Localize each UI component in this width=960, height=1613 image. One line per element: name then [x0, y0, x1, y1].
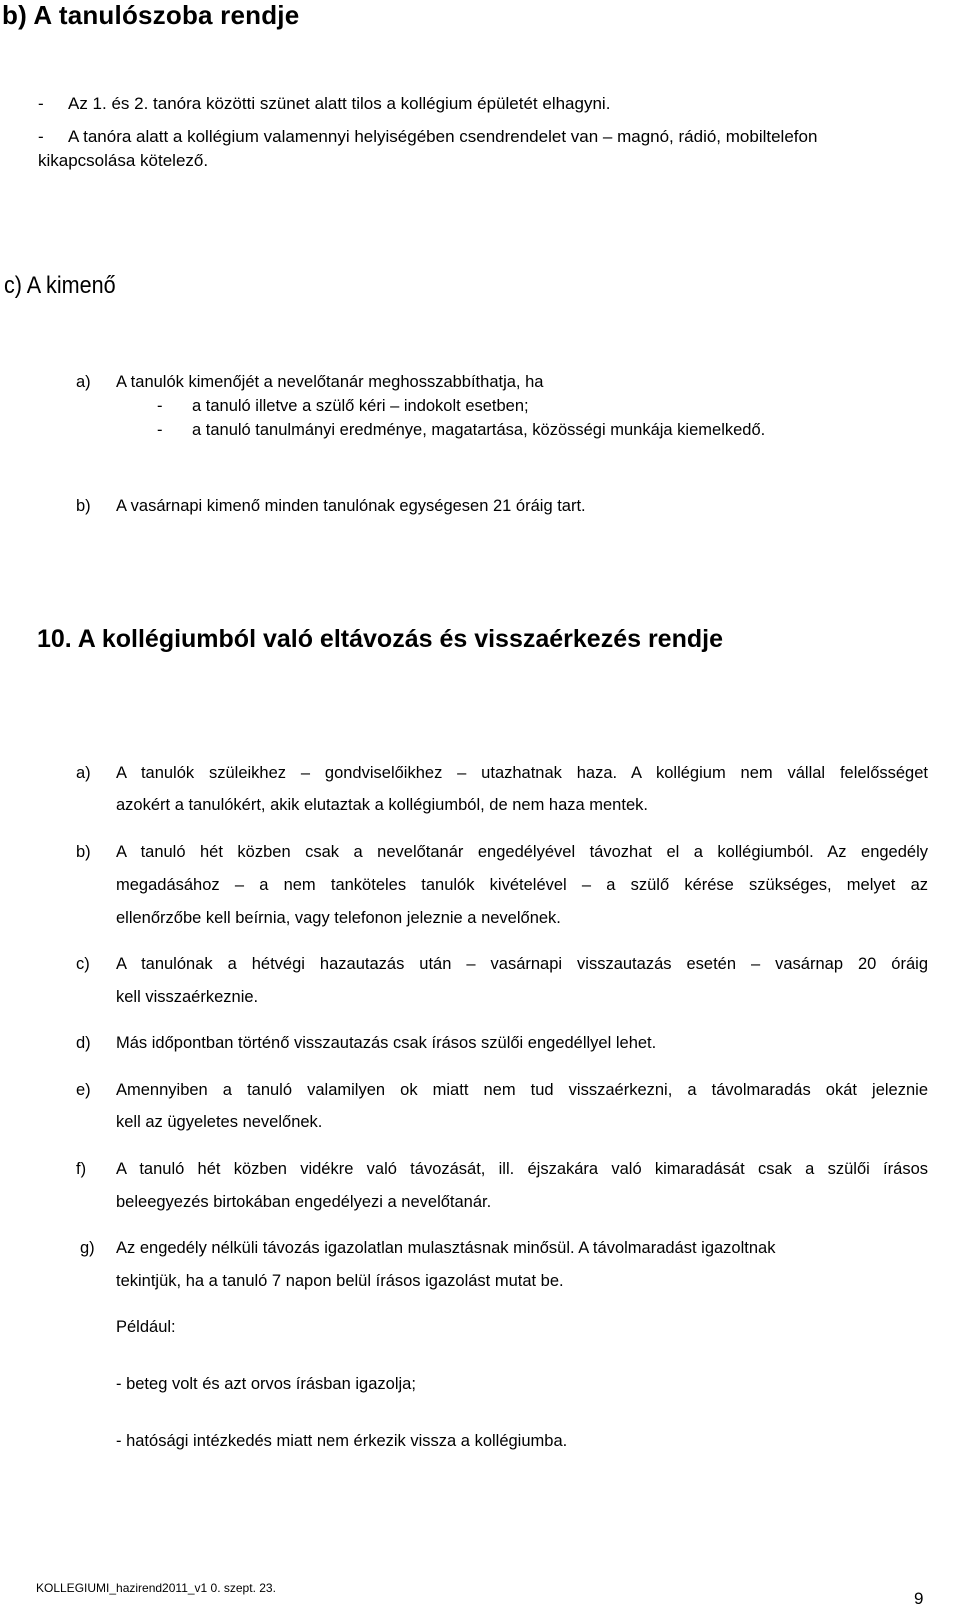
- section-10-item-e-line-2: kell az ügyeletes nevelőnek.: [116, 1113, 323, 1131]
- section-10-heading: 10. A kollégiumból való eltávozás és visszaérkezés rendje: [37, 625, 723, 653]
- section-10-item-a-line-2: azokért a tanulókért, akik elutaztak a kollégiumból, de nem haza mentek.: [116, 796, 648, 814]
- section-10-item-b-line-2: megadásához – a nem tanköteles tanulók kivételével – a szülő kérése szükséges, melyet az: [116, 876, 928, 894]
- section-10-item-c-line-1: A tanulónak a hétvégi hazautazás után – vasárnapi visszautazás esetén – vasárnap 20 óráig: [116, 955, 928, 973]
- section-c-item-b-text: A vasárnapi kimenő minden tanulónak egységesen 21 óráig tart.: [116, 497, 586, 515]
- section-b-item-2-line-1: A tanóra alatt a kollégium valamennyi helyiségében csendrendelet van – magnó, rádió, mobiltelefon: [68, 127, 818, 146]
- section-c-item-b-label: b): [76, 497, 91, 515]
- section-c-sub-item-2: a tanuló tanulmányi eredménye, magatartása, közösségi munkája kiemelkedő.: [192, 421, 766, 439]
- section-10-item-e-label: e): [76, 1081, 91, 1099]
- section-10-item-d-label: d): [76, 1034, 91, 1052]
- section-b-bullet-1: -: [38, 94, 44, 113]
- section-10-item-c-line-2: kell visszaérkeznie.: [116, 988, 259, 1006]
- section-b-item-2-line-2: kikapcsolása kötelező.: [38, 151, 209, 170]
- section-10-item-g-label: g): [80, 1239, 95, 1257]
- section-10-item-b-line-1: A tanuló hét közben csak a nevelőtanár engedélyével távozhat el a kollégiumból. Az engedély: [116, 843, 928, 861]
- section-10-item-b-line-3: ellenőrzőbe kell beírnia, vagy telefonon jeleznie a nevelőnek.: [116, 909, 561, 927]
- section-b-heading: b) A tanulószoba rendje: [2, 0, 300, 30]
- section-10-item-g-line-1: Az engedély nélküli távozás igazolatlan mulasztásnak minősül. A távolmaradást igazoltnak: [116, 1239, 776, 1257]
- section-10-item-a-label: a): [76, 764, 91, 782]
- section-b-bullet-2: -: [38, 127, 44, 146]
- example-item-1: - beteg volt és azt orvos írásban igazolja;: [116, 1375, 416, 1393]
- section-c-sub-item-1: a tanuló illetve a szülő kéri – indokolt esetben;: [192, 397, 529, 415]
- section-c-sub-bullet-1: -: [157, 397, 163, 415]
- section-c-item-a-label: a): [76, 373, 91, 391]
- section-c-heading: c) A kimenő: [4, 272, 116, 299]
- section-10-item-f-label: f): [76, 1160, 87, 1178]
- footer-filename: KOLLEGIUMI_hazirend2011_v1 0. szept. 23.: [36, 1581, 276, 1595]
- example-label: Például:: [116, 1318, 176, 1336]
- section-10-item-a-line-1: A tanulók szüleikhez – gondviselőikhez – utazhatnak haza. A kollégium nem vállal felelősséget: [116, 764, 928, 782]
- section-c-sub-bullet-2: -: [157, 421, 163, 439]
- section-10-item-f-line-1: A tanuló hét közben vidékre való távozását, ill. éjszakára való kimaradását csak a szülői írásos: [116, 1160, 928, 1178]
- section-c-item-a-text: A tanulók kimenőjét a nevelőtanár meghosszabbíthatja, ha: [116, 373, 544, 391]
- footer-page-number: 9: [914, 1589, 924, 1608]
- section-10-item-f-line-2: beleegyezés birtokában engedélyezi a nevelőtanár.: [116, 1193, 492, 1211]
- section-10-item-g-line-2: tekintjük, ha a tanuló 7 napon belül írásos igazolást mutat be.: [116, 1272, 564, 1290]
- example-item-2: - hatósági intézkedés miatt nem érkezik vissza a kollégiumba.: [116, 1432, 568, 1450]
- section-b-item-1: Az 1. és 2. tanóra közötti szünet alatt tilos a kollégium épületét elhagyni.: [68, 94, 611, 113]
- section-10-item-b-label: b): [76, 843, 91, 861]
- section-10-item-e-line-1: Amennyiben a tanuló valamilyen ok miatt nem tud visszaérkezni, a távolmaradás okát jeleznie: [116, 1081, 928, 1099]
- section-10-item-c-label: c): [76, 955, 90, 973]
- section-10-item-d-line-1: Más időpontban történő visszautazás csak írásos szülői engedéllyel lehet.: [116, 1034, 657, 1052]
